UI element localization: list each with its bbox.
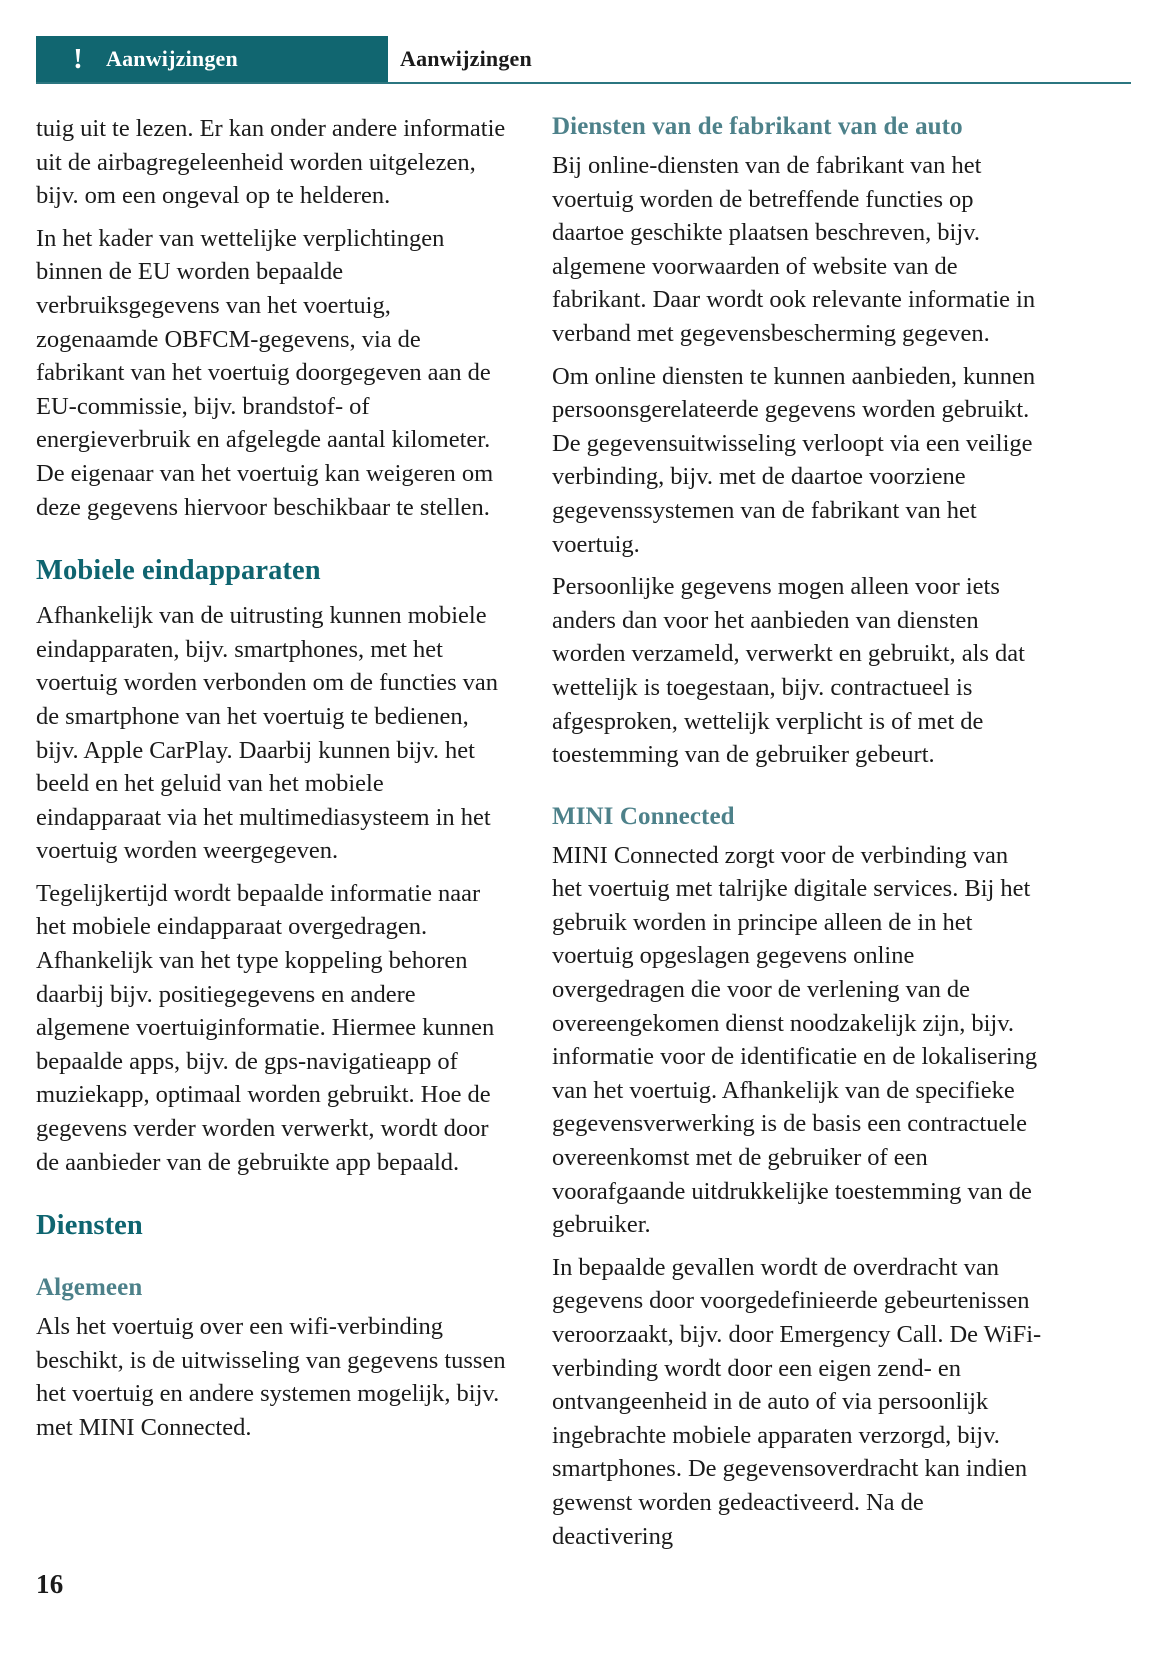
subsection-heading-mini-connected: MINI Connected — [552, 802, 735, 830]
paragraph: In het kader van wettelijke verplichtingen binnen de EU worden bepaalde verbruiksgegevens van het voertuig, zogenaamde OBFCM-gegevens, via de fabrikant van het voertuig doorgegeven aan de EU-commissie, bijv. brandstof- of energieverbruik en afgelegde aantal kilometer. De eigenaar van het voertuig kan weigeren om deze gegevens hiervoor beschikbaar te stellen. — [36, 224, 494, 521]
section-heading-mobiele-eindapparaten: Mobiele eindapparaten — [36, 555, 321, 587]
page-header — [36, 36, 1131, 84]
paragraph: Tegelijkertijd wordt bepaalde informatie naar het mobiele eindapparaat overgedragen. Afhankelijk van het type koppeling behoren daarbij bijv. positiegegevens en andere algemene voertuiginformatie. Hiermee kunnen bepaalde apps, bijv. de gps-navigatieapp of muziekapp, optimaal worden gebruikt. Hoe de gegevens verder worden verwerkt, wordt door de aanbieder van de gebruikte app bepaald. — [36, 879, 495, 1176]
paragraph: In bepaalde gevallen wordt de overdracht van gegevens door voorgedefinieerde gebeurtenissen veroorzaakt, bijv. door Emergency Call. De WiFi-verbinding wordt door een eigen zend- en ontvangeenheid in de auto of via persoonlijk ingebrachte mobiele apparaten verzorgd, bijv. smartphones. De gegevensoverdracht kan indien gewenst worden gedeactiveerd. Na de deactivering — [552, 1253, 1042, 1550]
subsection-heading-diensten-fabrikant: Diensten van de fabrikant van de auto — [552, 113, 963, 140]
paragraph: Om online diensten te kunnen aanbieden, kunnen persoonsgerelateerde gegevens worden gebruikt. De gegevensuitwisseling verloopt via een veilige verbinding, bijv. met de daartoe voorziene gegevenssystemen van de fabrikant van het voertuig. — [552, 362, 1036, 558]
header-divider — [36, 82, 1131, 84]
paragraph: Afhankelijk van de uitrusting kunnen mobiele eindapparaten, bijv. smartphones, met het voertuig worden verbonden om de functies van de smartphone van het voertuig te bedienen, bijv. Apple CarPlay. Daarbij kunnen bijv. het beeld en het geluid van het mobiele eindapparaat via het multimediasysteem in het voertuig worden weergegeven. — [36, 602, 499, 865]
paragraph: Bij online-diensten van de fabrikant van het voertuig worden de betreffende functies op daartoe geschikte plaatsen beschreven, bijv. algemene voorwaarden of website van de fabrikant. Daar wordt ook relevante informatie in verband met gegevensbescherming gegeven. — [552, 152, 1036, 347]
paragraph: Als het voertuig over een wifi-verbinding beschikt, is de uitwisseling van gegevens tussen het voertuig en andere systemen mogelijk, bijv. met MINI Connected. — [36, 1313, 506, 1441]
exclamation-mark-icon: ! — [73, 42, 83, 75]
subsection-heading-algemeen: Algemeen — [36, 1274, 143, 1302]
paragraph: tuig uit te lezen. Er kan onder andere informatie uit de airbagregeleenheid worden uitgelezen, bijv. om een ongeval op te helderen. — [36, 115, 506, 210]
header-section-tab — [36, 36, 388, 82]
right-column — [552, 112, 1042, 1562]
header-tab-label: Aanwijzingen — [106, 46, 238, 71]
paragraph: MINI Connected zorgt voor de verbinding van het voertuig met talrijke digitale services. Bij het gebruik worden in principe alleen de in het voertuig opgeslagen gegevens online overgedragen die voor de verlening van de overeengekomen dienst noodzakelijk zijn, bijv. informatie voor de identificatie en de lokalisering van het voertuig. Afhankelijk van de specifieke gegevensverwerking is de basis een contractuele overeenkomst met de gebruiker of een voorafgaande uitdrukkelijke toestemming van de gebruiker. — [552, 841, 1038, 1239]
left-column — [36, 112, 510, 1562]
section-heading-diensten: Diensten — [36, 1210, 143, 1242]
paragraph: Persoonlijke gegevens mogen alleen voor iets anders dan voor het aanbieden van diensten worden verzameld, verwerkt en gebruikt, als dat wettelijk is toegestaan, bijv. contractueel is afgesproken, wettelijk verplicht is of met de toestemming van de gebruiker gebeurt. — [552, 573, 1025, 769]
page-number: 16 — [36, 1569, 64, 1599]
header-chapter-title: Aanwijzingen — [400, 46, 532, 71]
page-body — [36, 112, 1131, 1562]
